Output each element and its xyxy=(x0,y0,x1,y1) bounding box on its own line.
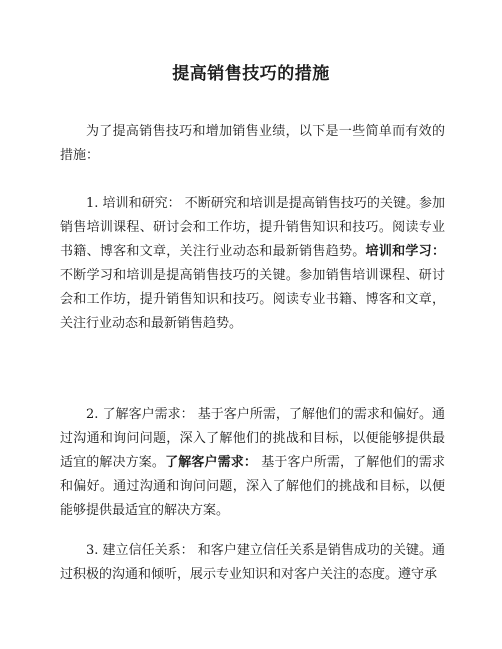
intro-paragraph: 为了提高销售技巧和增加销售业绩，以下是一些简单而有效的措施： xyxy=(60,124,445,163)
item-2-bold-lead: 了解客户需求： xyxy=(165,455,257,470)
document-title: 提高销售技巧的措施 xyxy=(172,64,330,84)
item-3-lead: 3. 建立信任关系： xyxy=(86,543,194,558)
item-2-bold-text: 基于客户所需，了解他们的需求和偏好。通过沟通和询问问题，深入了解他们的挑战和目标，以便能够提供最适宜的解决方案。 xyxy=(60,455,445,518)
item-3-paragraph xyxy=(60,539,445,587)
item-2-paragraph xyxy=(60,403,445,523)
item-1-lead: 1. 培训和研究： xyxy=(86,196,181,211)
item-2-text: 基于客户所需，了解他们的需求和偏好。通过沟通和询问问题，深入了解他们的挑战和目标，以便能够提供最适宜的解决方案。 xyxy=(60,407,445,470)
item-3-text: 和客户建立信任关系是销售成功的关键。通过积极的沟通和倾听，展示专业知识和对客户关注的态度。遵守承 xyxy=(60,543,445,582)
item-2-lead: 2. 了解客户需求： xyxy=(86,407,194,422)
item-1-text: 不断研究和培训是提高销售技巧的关键。参加销售培训课程、研讨会和工作坊，提升销售知识和技巧。阅读专业书籍、博客和文章，关注行业动态和最新销售趋势。 xyxy=(60,196,445,259)
item-1-paragraph xyxy=(60,192,445,336)
item-1-bold-text: 不断学习和培训是提高销售技巧的关键。参加销售培训课程、研讨会和工作坊，提升销售知识和技巧。阅读专业书籍、博客和文章，关注行业动态和最新销售趋势。 xyxy=(60,268,445,331)
item-1-bold-lead: 培训和学习： xyxy=(365,244,445,259)
